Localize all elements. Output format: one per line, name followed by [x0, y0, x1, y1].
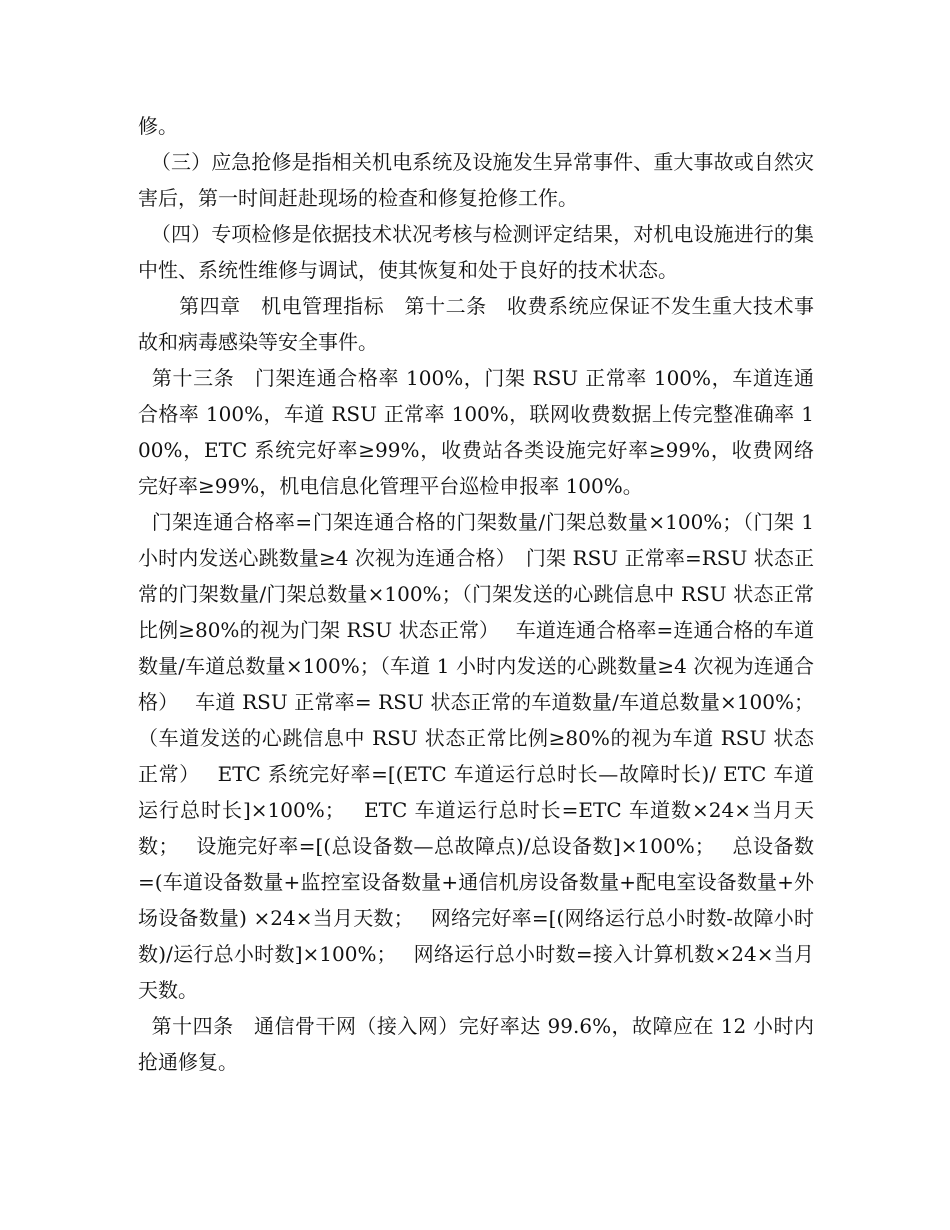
paragraph-continuation: 修。 [138, 114, 178, 138]
paragraph-article-13: 第十三条 门架连通合格率 100%，门架 RSU 正常率 100%，车道连通合格率 100%，车道 RSU 正常率 100%，联网收费数据上传完整准确率 100%，ETC 系统完好率≥99%，收费站各类设施完好率≥99%，收费网络完好率≥99%，机电信息化管理平台巡检申报率 100%。 [138, 366, 815, 498]
paragraph-emergency-repair: （三）应急抢修是指相关机电系统及设施发生异常事件、重大事故或自然灾害后，第一时间赶赴现场的检查和修复抢修工作。 [138, 150, 815, 210]
paragraph-chapter-four-article-12: 第四章 机电管理指标 第十二条 收费系统应保证不发生重大技术事故和病毒感染等安全事件。 [138, 294, 814, 354]
document-page [138, 108, 821, 1080]
paragraph-formulas: 门架连通合格率=门架连通合格的门架数量/门架总数量×100%；（门架 1 小时内发送心跳数量≥4 次视为连通合格） 门架 RSU 正常率=RSU 状态正常的门架数量/门架总数量×100%；（门架发送的心跳信息中 RSU 状态正常比例≥80%的视为门架 RSU 状态正常） 车道连通合格率=连通合格的车道数量/车道总数量×100%；（车道 1 小时内发送的心跳数量≥4 次视为连通合格） 车道 RSU 正常率= RSU 状态正常的车道数量/车道总数量×100%；（车道发送的心跳信息中 RSU 状态正常比例≥80%的视为车道 RSU 状态正常） ETC 系统完好率=[(ETC 车道运行总时长—故障时长)/ ETC 车道运行总时长]×100%； ETC 车道运行总时长=ETC 车道数×24×当月天数； 设施完好率=[(总设备数—总故障点)/总设备数]×100%； 总设备数=(车道设备数量+监控室设备数量+通信机房设备数量+配电室设备数量+外场设备数量) ×24×当月天数； 网络完好率=[(网络运行总小时数-故障小时数)/运行总小时数]×100%； 网络运行总小时数=接入计算机数×24×当月天数。 [138, 510, 821, 1002]
paragraph-special-maintenance: （四）专项检修是依据技术状况考核与检测评定结果，对机电设施进行的集中性、系统性维修与调试，使其恢复和处于良好的技术状态。 [138, 222, 815, 282]
paragraph-article-14: 第十四条 通信骨干网（接入网）完好率达 99.6%，故障应在 12 小时内抢通修复。 [138, 1014, 814, 1074]
